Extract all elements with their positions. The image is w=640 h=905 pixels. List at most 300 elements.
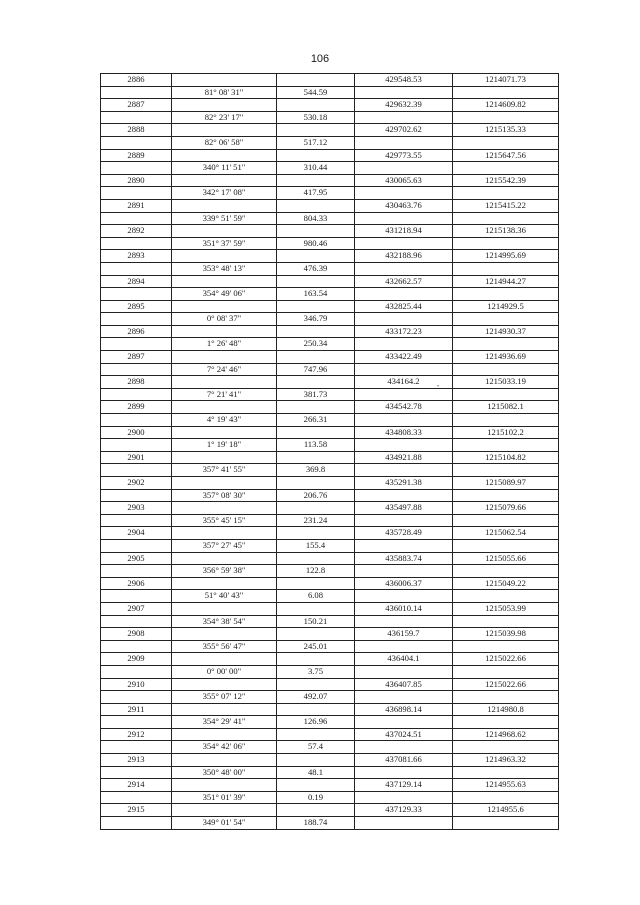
bearing-cell: 351° 01' 39" xyxy=(172,791,277,804)
northing-cell: 429548.53 xyxy=(355,74,453,87)
empty-cell xyxy=(101,414,172,427)
empty-cell xyxy=(453,338,559,351)
empty-cell xyxy=(277,527,355,540)
empty-cell xyxy=(101,439,172,452)
segment-row xyxy=(101,162,559,175)
empty-cell xyxy=(355,590,453,603)
empty-cell xyxy=(453,691,559,704)
station-cell: 2889 xyxy=(101,149,172,162)
empty-cell xyxy=(277,149,355,162)
empty-cell xyxy=(453,439,559,452)
easting-cell: 1214944.27 xyxy=(453,275,559,288)
easting-cell: 1214609.82 xyxy=(453,99,559,112)
empty-cell xyxy=(101,766,172,779)
empty-cell xyxy=(277,351,355,364)
empty-cell xyxy=(355,691,453,704)
distance-cell: 6.08 xyxy=(277,590,355,603)
bearing-cell: 357° 41' 55" xyxy=(172,464,277,477)
empty-cell xyxy=(101,162,172,175)
station-cell: 2907 xyxy=(101,602,172,615)
bearing-cell: 357° 27' 45" xyxy=(172,539,277,552)
empty-cell xyxy=(101,665,172,678)
empty-cell xyxy=(277,225,355,238)
segment-row xyxy=(101,565,559,578)
easting-cell: 1215049.22 xyxy=(453,577,559,590)
empty-cell xyxy=(101,212,172,225)
empty-cell xyxy=(355,414,453,427)
station-cell: 2893 xyxy=(101,250,172,263)
station-cell: 2892 xyxy=(101,225,172,238)
empty-cell xyxy=(277,703,355,716)
empty-cell xyxy=(172,779,277,792)
northing-cell: 437024.51 xyxy=(355,728,453,741)
empty-cell xyxy=(453,162,559,175)
empty-cell xyxy=(355,716,453,729)
distance-cell: 381.73 xyxy=(277,388,355,401)
empty-cell xyxy=(101,691,172,704)
station-cell: 2890 xyxy=(101,174,172,187)
bearing-cell: 1° 26' 48" xyxy=(172,338,277,351)
empty-cell xyxy=(277,477,355,490)
bearing-cell: 354° 38' 54" xyxy=(172,615,277,628)
empty-cell xyxy=(277,426,355,439)
segment-row xyxy=(101,766,559,779)
empty-cell xyxy=(453,111,559,124)
bearing-cell: 0° 08' 37" xyxy=(172,313,277,326)
station-cell: 2906 xyxy=(101,577,172,590)
empty-cell xyxy=(355,136,453,149)
easting-cell: 1214955.6 xyxy=(453,804,559,817)
northing-cell: 433172.23 xyxy=(355,325,453,338)
station-cell: 2894 xyxy=(101,275,172,288)
segment-row xyxy=(101,716,559,729)
northing-cell: 435497.88 xyxy=(355,502,453,515)
station-row xyxy=(101,74,559,87)
northing-cell: 434808.33 xyxy=(355,426,453,439)
empty-cell xyxy=(172,225,277,238)
empty-cell xyxy=(172,149,277,162)
northing-cell: 429632.39 xyxy=(355,99,453,112)
empty-cell xyxy=(355,313,453,326)
northing-cell: 436404.1 xyxy=(355,653,453,666)
empty-cell xyxy=(453,187,559,200)
empty-cell xyxy=(172,754,277,767)
empty-cell xyxy=(453,136,559,149)
easting-cell: 1215102.2 xyxy=(453,426,559,439)
station-cell: 2901 xyxy=(101,451,172,464)
empty-cell xyxy=(355,388,453,401)
empty-cell xyxy=(101,539,172,552)
empty-cell xyxy=(172,678,277,691)
bearing-cell: 342° 17' 08" xyxy=(172,187,277,200)
bearing-cell: 51° 40' 43" xyxy=(172,590,277,603)
empty-cell xyxy=(172,124,277,137)
empty-cell xyxy=(453,615,559,628)
empty-cell xyxy=(355,237,453,250)
empty-cell xyxy=(101,817,172,830)
empty-cell xyxy=(172,275,277,288)
bearing-cell: 7° 24' 46" xyxy=(172,363,277,376)
northing-cell: 437129.14 xyxy=(355,779,453,792)
distance-cell: 155.4 xyxy=(277,539,355,552)
station-row xyxy=(101,351,559,364)
bearing-cell: 81° 08' 31" xyxy=(172,86,277,99)
station-cell: 2891 xyxy=(101,199,172,212)
bearing-cell: 355° 56' 47" xyxy=(172,640,277,653)
bearing-cell: 354° 42' 06" xyxy=(172,741,277,754)
empty-cell xyxy=(277,754,355,767)
station-cell: 2909 xyxy=(101,653,172,666)
northing-cell: 434542.78 xyxy=(355,401,453,414)
distance-cell: 544.59 xyxy=(277,86,355,99)
station-row xyxy=(101,527,559,540)
empty-cell xyxy=(277,577,355,590)
empty-cell xyxy=(101,590,172,603)
station-row xyxy=(101,149,559,162)
bearing-cell: 82° 06' 58" xyxy=(172,136,277,149)
empty-cell xyxy=(172,477,277,490)
distance-cell: 517.12 xyxy=(277,136,355,149)
station-cell: 2911 xyxy=(101,703,172,716)
distance-cell: 150.21 xyxy=(277,615,355,628)
empty-cell xyxy=(101,640,172,653)
empty-cell xyxy=(355,363,453,376)
empty-cell xyxy=(277,779,355,792)
station-cell: 2910 xyxy=(101,678,172,691)
station-row xyxy=(101,376,559,389)
easting-cell: 1215022.66 xyxy=(453,653,559,666)
empty-cell xyxy=(355,539,453,552)
easting-cell: 1215053.99 xyxy=(453,602,559,615)
empty-cell xyxy=(172,426,277,439)
empty-cell xyxy=(355,665,453,678)
empty-cell xyxy=(172,602,277,615)
station-cell: 2899 xyxy=(101,401,172,414)
empty-cell xyxy=(277,99,355,112)
empty-cell xyxy=(277,552,355,565)
easting-cell: 1215089.97 xyxy=(453,477,559,490)
easting-cell: 1215022.66 xyxy=(453,678,559,691)
empty-cell xyxy=(453,817,559,830)
empty-cell xyxy=(355,288,453,301)
station-cell: 2913 xyxy=(101,754,172,767)
empty-cell xyxy=(172,703,277,716)
easting-cell: 1215415.22 xyxy=(453,199,559,212)
segment-row xyxy=(101,288,559,301)
segment-row xyxy=(101,514,559,527)
segment-row xyxy=(101,539,559,552)
segment-row xyxy=(101,414,559,427)
segment-row xyxy=(101,791,559,804)
station-cell: 2895 xyxy=(101,300,172,313)
empty-cell xyxy=(453,363,559,376)
easting-cell: 1214963.32 xyxy=(453,754,559,767)
northing-cell: 436407.85 xyxy=(355,678,453,691)
empty-cell xyxy=(453,716,559,729)
northing-cell: 436006.37 xyxy=(355,577,453,590)
northing-cell: 430463.76 xyxy=(355,199,453,212)
station-cell: 2900 xyxy=(101,426,172,439)
empty-cell xyxy=(453,640,559,653)
bearing-cell: 351° 37' 59" xyxy=(172,237,277,250)
empty-cell xyxy=(277,628,355,641)
easting-cell: 1215542.39 xyxy=(453,174,559,187)
station-cell: 2912 xyxy=(101,728,172,741)
easting-cell: 1215039.98 xyxy=(453,628,559,641)
empty-cell xyxy=(453,791,559,804)
station-row xyxy=(101,804,559,817)
station-row xyxy=(101,577,559,590)
distance-cell: 3.75 xyxy=(277,665,355,678)
empty-cell xyxy=(172,451,277,464)
empty-cell xyxy=(453,741,559,754)
northing-cell: 437129.33 xyxy=(355,804,453,817)
distance-cell: 346.79 xyxy=(277,313,355,326)
distance-cell: 163.54 xyxy=(277,288,355,301)
empty-cell xyxy=(277,653,355,666)
bearing-cell: 349° 01' 54" xyxy=(172,817,277,830)
station-cell: 2903 xyxy=(101,502,172,515)
station-cell: 2898 xyxy=(101,376,172,389)
empty-cell xyxy=(101,741,172,754)
segment-row xyxy=(101,313,559,326)
northing-cell: 434164.2 xyxy=(355,376,453,389)
bearing-cell: 354° 29' 41" xyxy=(172,716,277,729)
station-cell: 2896 xyxy=(101,325,172,338)
distance-cell: 245.01 xyxy=(277,640,355,653)
empty-cell xyxy=(355,791,453,804)
northing-cell: 429773.55 xyxy=(355,149,453,162)
station-cell: 2914 xyxy=(101,779,172,792)
segment-row xyxy=(101,111,559,124)
empty-cell xyxy=(355,464,453,477)
empty-cell xyxy=(172,199,277,212)
empty-cell xyxy=(277,300,355,313)
station-row xyxy=(101,779,559,792)
segment-row xyxy=(101,464,559,477)
bearing-cell: 353° 48' 13" xyxy=(172,262,277,275)
scan-speck: • xyxy=(437,384,440,390)
empty-cell xyxy=(355,741,453,754)
station-row xyxy=(101,678,559,691)
empty-cell xyxy=(355,489,453,502)
distance-cell: 0.19 xyxy=(277,791,355,804)
bearing-cell: 1° 19' 18" xyxy=(172,439,277,452)
northing-cell: 436898.14 xyxy=(355,703,453,716)
bearing-cell: 7° 21' 41" xyxy=(172,388,277,401)
distance-cell: 530.18 xyxy=(277,111,355,124)
empty-cell xyxy=(277,124,355,137)
station-row xyxy=(101,653,559,666)
empty-cell xyxy=(277,602,355,615)
station-row xyxy=(101,225,559,238)
empty-cell xyxy=(453,565,559,578)
distance-cell: 250.34 xyxy=(277,338,355,351)
empty-cell xyxy=(453,464,559,477)
easting-cell: 1215055.66 xyxy=(453,552,559,565)
northing-cell: 435883.74 xyxy=(355,552,453,565)
segment-row xyxy=(101,86,559,99)
bearing-cell: 4° 19' 43" xyxy=(172,414,277,427)
northing-cell: 437081.66 xyxy=(355,754,453,767)
station-row xyxy=(101,502,559,515)
easting-cell: 1215104.82 xyxy=(453,451,559,464)
distance-cell: 476.39 xyxy=(277,262,355,275)
empty-cell xyxy=(355,615,453,628)
station-cell: 2886 xyxy=(101,74,172,87)
empty-cell xyxy=(172,728,277,741)
segment-row xyxy=(101,262,559,275)
empty-cell xyxy=(101,338,172,351)
segment-row xyxy=(101,388,559,401)
station-row xyxy=(101,124,559,137)
station-cell: 2904 xyxy=(101,527,172,540)
empty-cell xyxy=(172,527,277,540)
station-row xyxy=(101,174,559,187)
distance-cell: 188.74 xyxy=(277,817,355,830)
station-row xyxy=(101,628,559,641)
segment-row xyxy=(101,237,559,250)
empty-cell xyxy=(101,86,172,99)
distance-cell: 122.8 xyxy=(277,565,355,578)
empty-cell xyxy=(101,237,172,250)
station-cell: 2905 xyxy=(101,552,172,565)
empty-cell xyxy=(277,250,355,263)
empty-cell xyxy=(101,262,172,275)
easting-cell: 1215138.36 xyxy=(453,225,559,238)
segment-row xyxy=(101,741,559,754)
bearing-cell: 357° 08' 30" xyxy=(172,489,277,502)
empty-cell xyxy=(453,514,559,527)
bearing-cell: 350° 48' 00" xyxy=(172,766,277,779)
segment-row xyxy=(101,615,559,628)
segment-row xyxy=(101,187,559,200)
survey-table-body xyxy=(101,74,559,830)
station-row xyxy=(101,275,559,288)
distance-cell: 126.96 xyxy=(277,716,355,729)
empty-cell xyxy=(101,187,172,200)
empty-cell xyxy=(172,628,277,641)
station-row xyxy=(101,325,559,338)
segment-row xyxy=(101,665,559,678)
empty-cell xyxy=(101,565,172,578)
segment-row xyxy=(101,640,559,653)
empty-cell xyxy=(101,313,172,326)
empty-cell xyxy=(453,237,559,250)
empty-cell xyxy=(277,199,355,212)
segment-row xyxy=(101,691,559,704)
easting-cell: 1215062.54 xyxy=(453,527,559,540)
empty-cell xyxy=(172,653,277,666)
empty-cell xyxy=(453,388,559,401)
segment-row xyxy=(101,338,559,351)
easting-cell: 1215079.66 xyxy=(453,502,559,515)
empty-cell xyxy=(101,489,172,502)
empty-cell xyxy=(453,288,559,301)
station-row xyxy=(101,728,559,741)
distance-cell: 48.1 xyxy=(277,766,355,779)
empty-cell xyxy=(355,187,453,200)
empty-cell xyxy=(453,539,559,552)
distance-cell: 310.44 xyxy=(277,162,355,175)
survey-coordinates-table xyxy=(100,73,559,830)
distance-cell: 113.58 xyxy=(277,439,355,452)
empty-cell xyxy=(355,111,453,124)
segment-row xyxy=(101,817,559,830)
empty-cell xyxy=(453,665,559,678)
station-cell: 2902 xyxy=(101,477,172,490)
easting-cell: 1215647.56 xyxy=(453,149,559,162)
northing-cell: 434921.88 xyxy=(355,451,453,464)
empty-cell xyxy=(355,766,453,779)
empty-cell xyxy=(277,376,355,389)
station-row xyxy=(101,300,559,313)
distance-cell: 980.46 xyxy=(277,237,355,250)
empty-cell xyxy=(355,640,453,653)
empty-cell xyxy=(277,325,355,338)
empty-cell xyxy=(172,74,277,87)
empty-cell xyxy=(101,363,172,376)
empty-cell xyxy=(277,401,355,414)
easting-cell: 1214929.5 xyxy=(453,300,559,313)
distance-cell: 804.33 xyxy=(277,212,355,225)
empty-cell xyxy=(172,250,277,263)
empty-cell xyxy=(453,262,559,275)
station-row xyxy=(101,703,559,716)
empty-cell xyxy=(172,577,277,590)
empty-cell xyxy=(172,174,277,187)
distance-cell: 266.31 xyxy=(277,414,355,427)
station-cell: 2915 xyxy=(101,804,172,817)
northing-cell: 433422.49 xyxy=(355,351,453,364)
station-row xyxy=(101,451,559,464)
empty-cell xyxy=(172,300,277,313)
empty-cell xyxy=(101,288,172,301)
segment-row xyxy=(101,439,559,452)
northing-cell: 432825.44 xyxy=(355,300,453,313)
empty-cell xyxy=(355,162,453,175)
station-row xyxy=(101,754,559,767)
distance-cell: 417.95 xyxy=(277,187,355,200)
empty-cell xyxy=(277,678,355,691)
bearing-cell: 354° 49' 06" xyxy=(172,288,277,301)
distance-cell: 57.4 xyxy=(277,741,355,754)
empty-cell xyxy=(355,565,453,578)
empty-cell xyxy=(355,514,453,527)
distance-cell: 369.8 xyxy=(277,464,355,477)
northing-cell: 435291.38 xyxy=(355,477,453,490)
empty-cell xyxy=(355,439,453,452)
empty-cell xyxy=(101,136,172,149)
station-row xyxy=(101,199,559,212)
northing-cell: 429702.62 xyxy=(355,124,453,137)
easting-cell: 1214930.37 xyxy=(453,325,559,338)
bearing-cell: 340° 11' 51" xyxy=(172,162,277,175)
easting-cell: 1215082.1 xyxy=(453,401,559,414)
empty-cell xyxy=(101,464,172,477)
empty-cell xyxy=(277,74,355,87)
empty-cell xyxy=(355,262,453,275)
empty-cell xyxy=(453,212,559,225)
northing-cell: 436159.7 xyxy=(355,628,453,641)
northing-cell: 436010.14 xyxy=(355,602,453,615)
empty-cell xyxy=(277,451,355,464)
northing-cell: 435728.49 xyxy=(355,527,453,540)
empty-cell xyxy=(453,313,559,326)
empty-cell xyxy=(277,275,355,288)
bearing-cell: 355° 07' 12" xyxy=(172,691,277,704)
easting-cell: 1215033.19 xyxy=(453,376,559,389)
